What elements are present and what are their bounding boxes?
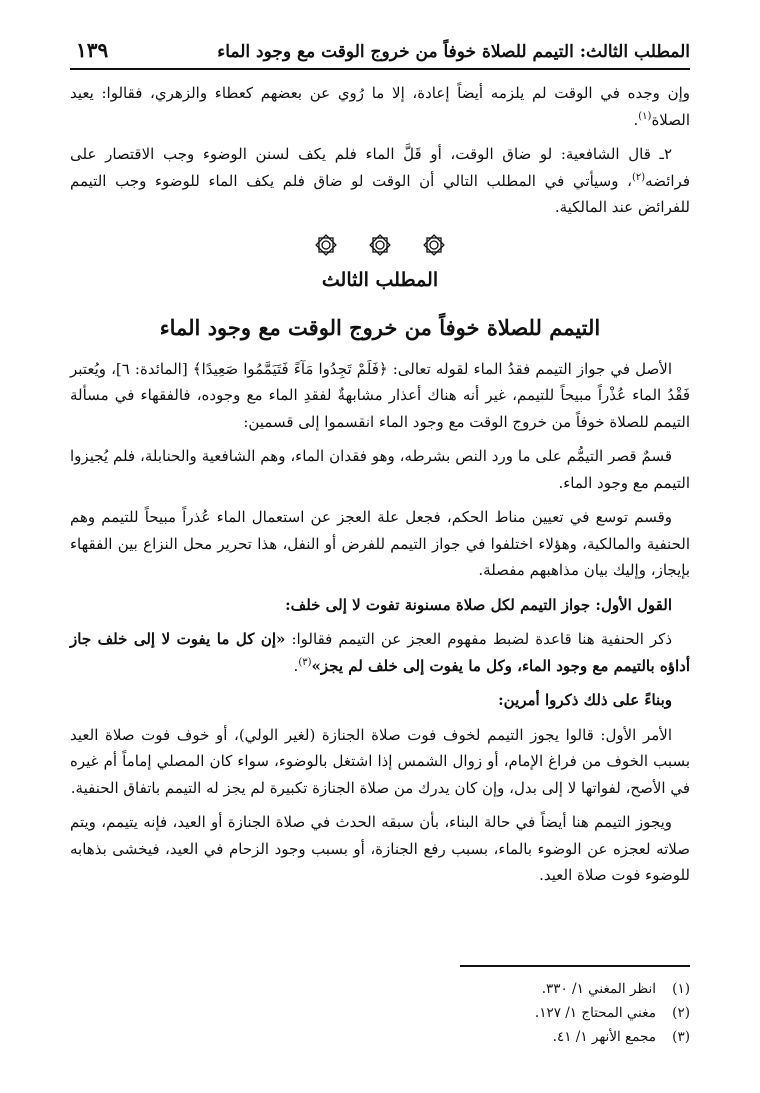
footnote-item — [70, 977, 690, 1001]
paragraph-text: ذكر الحنفية هنا قاعدة لضبط مفهوم العجز عن التيمم فقالوا: — [285, 630, 673, 648]
paragraph-text: . — [293, 656, 299, 675]
header-title: المطلب الثالث: التيمم للصلاة خوفاً من خروج الوقت مع وجود الماء — [217, 42, 690, 62]
footnote-separator — [460, 965, 690, 967]
paragraph-second-group: وقسم توسع في تعيين مناط الحكم، فجعل علة العجز عن استعمال الماء عُذراً مبيحاً للتيمم وهم الحنفية والمالكية، وهؤلاء اختلفوا في جواز التيمم للفرض أو النفل، هذا تحرير محل النزاع بين الفقهاء بإيجاز، وإليك بيان مذاهبهم مفصلة. — [70, 508, 690, 579]
page-number: ١٣٩ — [76, 38, 109, 62]
paragraph-first-matter: الأمر الأول: قالوا يجوز التيمم لخوف فوت صلاة الجنازة (لغير الولي)، أو خوف فوت صلاة العيد بسبب الخوف من فراغ الإمام، أو زوال الشمس إذا اشتغل بالوضوء، سواء كان المصلي إماماً أم غيره في الأصح، لفواتها لا إلى بدل، وإن كان يدرك من صلاة الجنازة تكبيرة لم يجز له التيمم باتفاق الحنفية. — [70, 725, 690, 797]
ornament-icon — [314, 233, 338, 257]
paragraph-continuation — [70, 80, 690, 133]
paragraph-text: ٢ـ قال الشافعية: لو ضاق الوقت، أو قَلَّ الماء فلم يكف لسنن الوضوء وجب الاقتصار على فرائضه — [70, 145, 690, 190]
paragraph-text: وإن وجده في الوقت لم يلزمه أيضاً إعادة، إلا ما رُوي عن بعضهم كعطاء والزهري، فقالوا: يعيد الصلاة — [70, 84, 690, 129]
footnote-ref: (١) — [638, 110, 652, 122]
ornament-icon — [368, 233, 392, 257]
consequences-heading: وبناءً على ذلك ذكروا أمرين: — [498, 691, 672, 709]
running-header — [70, 30, 690, 70]
first-opinion-heading: القول الأول: جواز التيمم لكل صلاة مسنونة تفوت لا إلى خلف: — [285, 595, 672, 614]
footnotes — [70, 965, 690, 1049]
section-divider — [70, 233, 690, 257]
rule-quote: «إن كل ما يفوت لا إلى خلف جاز أداؤه بالتيمم مع وجود الماء، وكل ما يفوت إلى خلف لم يجز» — [70, 630, 690, 675]
paragraph-text: ، وسيأتي في المطلب التالي أن الوقت لو ضاق فلم يكف الماء للوضوء وجب التيمم للفرائض عند المالكية. — [70, 171, 690, 216]
page-body — [70, 80, 690, 897]
paragraph-intro: الأصل في جواز التيمم فقدُ الماء لقوله تعالى: ﴿فَلَمْ تَجِدُوا مَآءً فَتَيَمَّمُوا صَعِيدًا﴾ [المائدة: ٦]، ويُعتبر فَقْدُ الماء عُذْراً مبيحاً للتيمم، غير أنه هناك أعذار مشابهةٌ لفقدِ الماء مع وجوده، فالفقهاء في مسألة التيمم للصلاة خوفاً من خروج الوقت مع وجود الماء انقسموا إلى قسمين: — [70, 359, 690, 431]
paragraph-text: . — [633, 110, 639, 129]
paragraph-first-group: قسمٌ قصر التيمُّم على ما ورد النص بشرطه، وهو فقدان الماء، وهم الشافعية والحنابلة، فلم يُجيزوا التيمم مع وجود الماء. — [70, 447, 690, 492]
footnote-text: مجمع الأنهر ١/ ٤١. — [552, 1029, 656, 1045]
ornament-icon — [422, 233, 446, 257]
footnote-number: (١) — [672, 981, 690, 997]
paragraph-hanafi-rule — [70, 626, 690, 679]
paragraph-shafii-note — [70, 141, 690, 221]
footnote-ref: (٢) — [631, 171, 646, 183]
section-title: المطلب الثالث — [321, 268, 439, 291]
footnote-number: (٣) — [672, 1029, 690, 1045]
footnote-text: انظر المغني ١/ ٣٣٠. — [541, 981, 656, 997]
footnote-number: (٢) — [672, 1005, 690, 1021]
footnote-item — [70, 1001, 690, 1025]
footnote-text: مغني المحتاج ١/ ١٢٧. — [534, 1005, 656, 1021]
chapter-title: التيمم للصلاة خوفاً من خروج الوقت مع وجود الماء — [159, 315, 601, 340]
paragraph-building-case: ويجوز التيمم هنا أيضاً في حالة البناء، بأن سبقه الحدث في صلاة الجنازة أو العيد، فإنه يتيمم، ويتم صلاته لعجزه عن الوضوء بالماء، بسبب رفع الجنازة، أو بسبب وجود الزحام في العيد، فيخشى بذهابه للوضوء فوت صلاة العيد. — [70, 813, 690, 884]
footnote-ref: (٣) — [298, 656, 312, 668]
footnote-item — [70, 1025, 690, 1049]
